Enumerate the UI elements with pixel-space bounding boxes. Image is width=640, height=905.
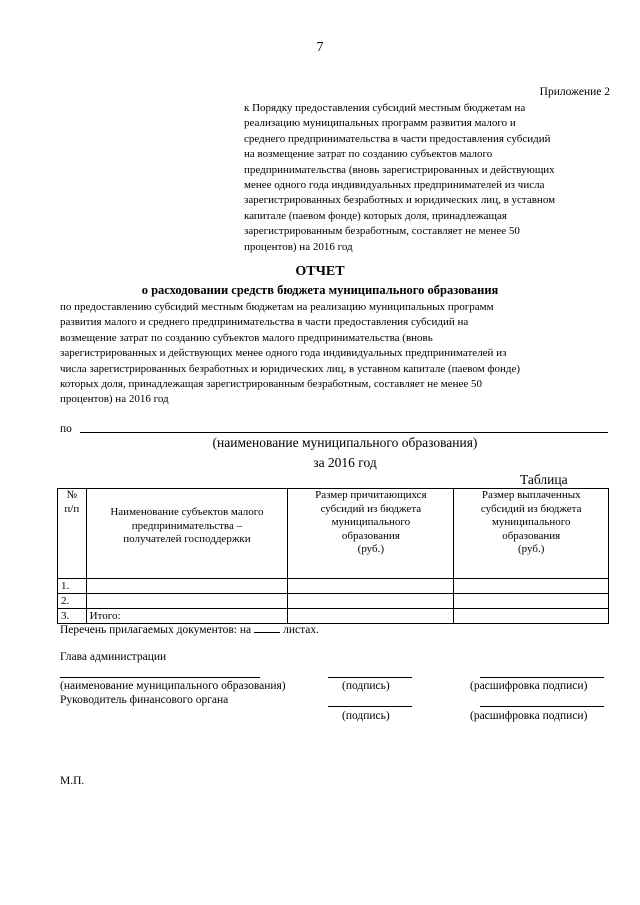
report-table [57, 488, 609, 624]
table-row [58, 594, 609, 609]
attached-docs-suffix: листах. [283, 624, 320, 636]
municipality-caption: (наименование муниципального образования) [212, 435, 478, 450]
head-title: Глава администрации [60, 651, 167, 663]
page-number: 7 [316, 40, 324, 55]
recipient-name-cell[interactable] [86, 594, 288, 609]
description-line: числа зарегистрированных безработных и юридических лиц, в уставном капитале (паевом фонде) [60, 362, 521, 375]
finance-decode-line[interactable] [480, 706, 604, 707]
municipality-caption-sign: (наименование муниципального образования) [60, 680, 286, 692]
report-year: за 2016 год [313, 455, 377, 470]
head-signature-line[interactable] [328, 677, 412, 678]
decode-caption: (расшифровка подписи) [470, 680, 588, 692]
stamp-place: М.П. [60, 775, 85, 787]
appendix-line: к Порядку предоставления субсидий местным бюджетам на [244, 102, 526, 114]
subsidy-paid-cell[interactable] [454, 579, 609, 594]
appendix-line: процентов) на 2016 год [244, 240, 353, 253]
decode-caption-2: (расшифровка подписи) [470, 710, 588, 722]
appendix-line: реализацию муниципальных программ развития малого и [244, 117, 516, 130]
appendix-line: зарегистрированных безработных и юридических лиц, в уставном [244, 194, 556, 207]
appendix-title: Приложение 2 [539, 86, 610, 98]
appendix-line: среднего предпринимательства в части предоставления субсидий [244, 132, 551, 145]
appendix-line: зарегистрированным безработным, составляет не менее 50 [244, 225, 520, 238]
description-line: процентов) на 2016 год [60, 393, 169, 406]
row-number: 2. [58, 594, 87, 609]
appendix-line: предпринимательства (вновь зарегистрированных и действующих [244, 163, 555, 176]
description-line: которых доля, принадлежащая зарегистрированным безработным, составляет не менее 50 [60, 378, 482, 391]
attached-documents-line [60, 622, 319, 636]
subsidy-paid-cell[interactable] [454, 594, 609, 609]
finance-signature-line[interactable] [328, 706, 412, 707]
description-line: зарегистрированных и действующих менее одного года индивидуальных предпринимателей из [60, 347, 507, 360]
subsidy-due-cell[interactable] [288, 594, 454, 609]
subsidy-due-cell[interactable] [288, 579, 454, 594]
description-line: возмещение затрат по созданию субъектов малого предпринимательства (вновь [60, 331, 433, 344]
header-recipient-name: Наименование субъектов малого предпринимательства – получателей господдержки [86, 489, 288, 579]
recipient-name-cell[interactable] [86, 579, 288, 594]
appendix-line: на возмещение затрат по созданию субъектов малого [244, 148, 493, 161]
report-title: ОТЧЕТ [295, 264, 345, 279]
description-line: развития малого и среднего предпринимательства в части предоставления субсидий на [60, 316, 469, 329]
row-number: 1. [58, 579, 87, 594]
total-label: Итого: [86, 609, 288, 624]
report-subtitle: о расходовании средств бюджета муниципального образования [141, 283, 499, 297]
signature-caption: (подпись) [342, 680, 390, 692]
description-line: по предоставлению субсидий местным бюджетам на реализацию муниципальных программ [60, 301, 494, 313]
finance-head-title: Руководитель финансового органа [60, 694, 229, 706]
head-decode-line[interactable] [480, 677, 604, 678]
report-description [60, 300, 610, 408]
table-row [58, 579, 609, 594]
po-prefix: по [60, 423, 72, 435]
row-number: 3. [58, 609, 87, 624]
header-subsidy-paid: Размер выплаченных субсидий из бюджета муниципального образования (руб.) [454, 489, 609, 579]
sheet-count-field[interactable] [254, 622, 280, 633]
signature-caption-2: (подпись) [342, 710, 390, 722]
total-paid-cell[interactable] [454, 609, 609, 624]
table-caption: Таблица [520, 472, 568, 487]
header-subsidy-due: Размер причитающихся субсидий из бюджета муниципального образования (руб.) [288, 489, 454, 579]
appendix-line: менее одного года индивидуальных предпринимателей из числа [244, 179, 545, 192]
header-number: № п/п [58, 489, 87, 579]
table-header-row [58, 489, 609, 579]
appendix-line: капитале (паевом фонде) которых доля, принадлежащая [244, 209, 507, 222]
attached-docs-prefix: Перечень прилагаемых документов: на [60, 624, 252, 636]
appendix-body [244, 101, 610, 255]
municipality-name-field[interactable] [80, 432, 608, 433]
municipality-signature-line[interactable] [60, 677, 260, 678]
